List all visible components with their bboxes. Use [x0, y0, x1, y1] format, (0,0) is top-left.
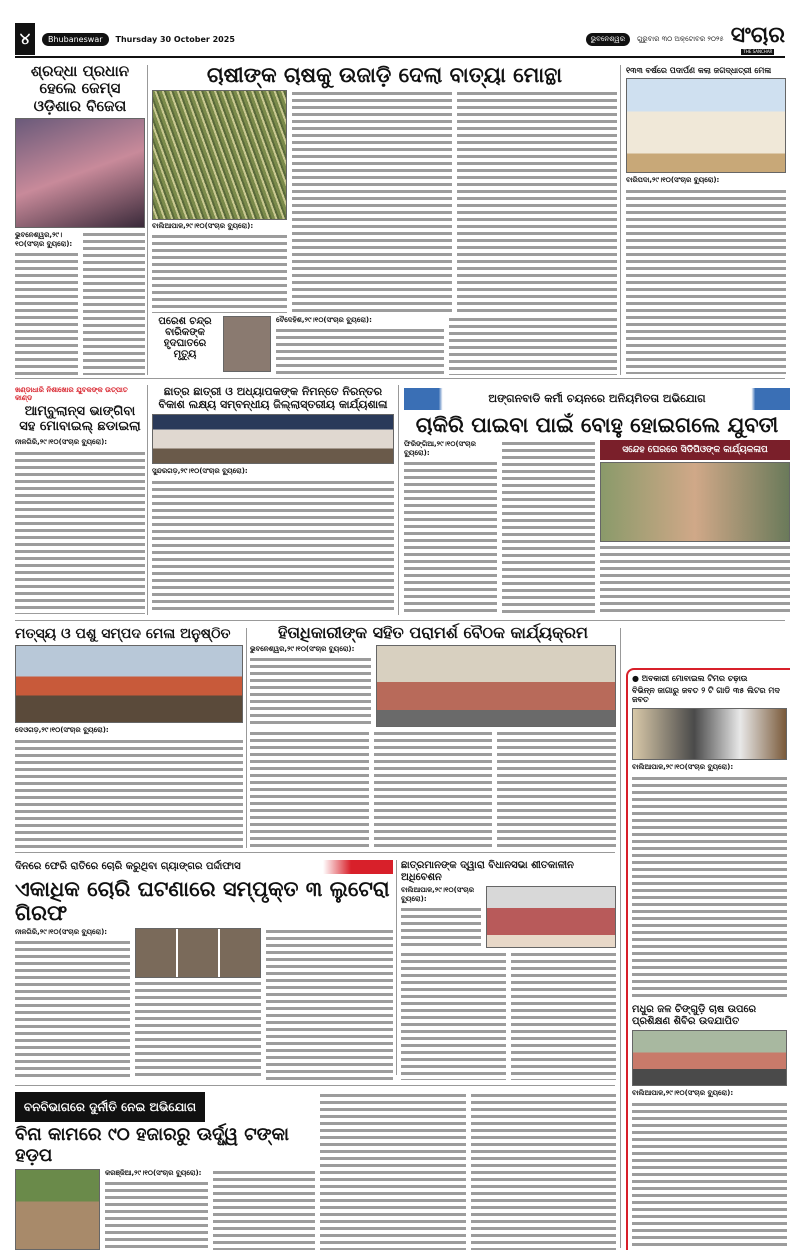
layout-group [502, 440, 595, 614]
layout-group [404, 440, 497, 614]
story-jagaddhatri [626, 66, 786, 374]
body-text [401, 951, 506, 1080]
body-text [497, 730, 616, 848]
photo-temple [626, 78, 786, 173]
headline: ପରେଶ ଚନ୍ଦ୍ର ବାରିକଙ୍କ ହୃଦଘାତରେ ମୃତ୍ୟୁ [158, 316, 212, 360]
subhead-box [600, 440, 790, 460]
photo-winners [15, 118, 145, 228]
photo-accused [135, 928, 261, 978]
layout-group [152, 90, 617, 313]
dateline: ସୁନ୍ଦରଗଡ଼,୨୯।୧୦(ସଂଚାର ବ୍ୟୁରୋ): [152, 467, 248, 476]
layout-group [152, 90, 287, 313]
dateline: ବାଲିଆପାଳ,୨୯।୧୦(ସଂଚାର ବ୍ୟୁରୋ): [152, 222, 254, 231]
layout-group [457, 90, 617, 313]
photo-training [632, 1030, 787, 1086]
layout-group [15, 231, 145, 375]
masthead [15, 22, 785, 58]
layout-group [401, 951, 506, 1080]
divider [15, 1085, 615, 1086]
body-text [250, 656, 371, 727]
story-prawn [632, 1004, 787, 1250]
headline: ମତ୍ସ୍ୟ ଓ ପଶୁ ସମ୍ପଦ ମେଳା ଅନୁଷ୍ଠିତ [15, 626, 231, 642]
story-anganwadi [404, 388, 790, 614]
edition-badge-or: ଭୁବନେଶ୍ୱର [586, 33, 630, 46]
layout-group [15, 231, 78, 375]
divider [15, 620, 785, 621]
headline: ଚାଷୀଙ୍କ ଚାଷକୁ ଉଜାଡ଼ି ଦେଲା ବାତ୍ୟା ମୋନ୍ଥା [206, 63, 563, 87]
photo-seized [632, 708, 787, 760]
edition-badge: Bhubaneswar [42, 33, 109, 46]
body-text [266, 928, 393, 1080]
body-text [404, 460, 497, 614]
body-text [632, 775, 787, 1000]
divider [15, 852, 615, 853]
headline: ବିଭିନ୍ନ ଜାଗାରୁ ଜବତ ୨ ଟି ଗାଡି ୩୫ ଲିଟର ମଦ ଜବତ [632, 686, 780, 705]
body-text [213, 1169, 316, 1250]
story-forest [15, 1092, 616, 1250]
dateline: ନୀଳଗିରି,୨୯।୧୦(ସଂଚାର ବ୍ୟୁରୋ): [15, 928, 108, 937]
kicker-banner [15, 1092, 205, 1122]
body-text [401, 906, 481, 948]
layout-group [15, 860, 393, 874]
layout-group [276, 316, 444, 375]
dateline: ନୀଳଗିରି,୨୯।୧୦(ସଂଚାର ବ୍ୟୁରୋ): [15, 437, 108, 446]
body-text [632, 1101, 787, 1250]
layout-group [152, 316, 617, 375]
dateline: ଭୁବନେଶ୍ୱର,୨୯।୧୦(ସଂଚାର ବ୍ୟୁରୋ): [250, 645, 355, 654]
layout-group [292, 90, 452, 313]
photo-fair [15, 645, 243, 723]
headline: ଛାତ୍ରମାନଙ୍କ ଦ୍ୱାରା ବିଧାନସଭା ଶୀତକାଳୀନ ଅଧିବେଶନ [401, 860, 574, 883]
body-text [135, 980, 261, 1080]
photo-portrait [223, 316, 271, 372]
layout-group [250, 730, 369, 848]
headline: ଏକାଧିକ ଚୋରି ଘଟଣାରେ ସମ୍ପୃକ୍ତ ୩ ଲୁଟେରା ଗିରଫ [15, 877, 390, 926]
layout-group [401, 886, 616, 948]
layout-group [600, 440, 790, 614]
headline: ମଧୁର ଜଳ ଚିଙ୍ଗୁଡ଼ି ଚାଷ ଉପରେ ପ୍ରଶିକ୍ଷଣ ଶିବିର ଉଦଯାପିତ [632, 1004, 757, 1027]
story-cyclone [152, 63, 617, 313]
headline: ୧୩୩ ବର୍ଷରେ ପଦାର୍ପଣ କଲା ଜଗଦ୍ଧାତ୍ରୀ ମେଳା [626, 66, 772, 75]
photo-forest [15, 1169, 100, 1250]
date-or: ଗୁରୁବାର ୩୦ ଅକ୍ଟୋବର ୨୦୨୫ [637, 34, 724, 43]
layout-group [374, 730, 493, 848]
layout-group [449, 316, 617, 375]
body-text [15, 450, 145, 614]
layout-group [15, 1169, 315, 1250]
layout-group [105, 1169, 208, 1250]
layout-group [213, 1169, 316, 1250]
body-text [600, 544, 790, 614]
body-text [15, 939, 130, 1080]
divider [246, 628, 247, 848]
logo: ସଂଚାର [730, 23, 785, 48]
body-text [152, 479, 394, 614]
body-text [250, 730, 369, 848]
story-robbers [15, 860, 393, 1080]
story-workshop [152, 386, 394, 614]
story-shraddha [15, 63, 145, 375]
body-text [471, 1092, 617, 1250]
layout-group [250, 645, 616, 727]
body-text [105, 1180, 208, 1250]
body-text [15, 251, 78, 375]
kicker-bar [323, 860, 393, 874]
divider [396, 860, 397, 1075]
dateline: ବାଲିଆପାଳ,୨୯।୧୦(ସଂଚାର ବ୍ୟୁରୋ): [632, 762, 734, 771]
body-text [457, 90, 617, 313]
divider [147, 65, 148, 375]
story-obituary [152, 316, 617, 375]
kicker: ● ଅବକାରୀ ମୋବାଇଲ ଟିମର ଚଢ଼ାଉ [632, 674, 748, 683]
layout-group [135, 928, 261, 1080]
layout-group [471, 1092, 617, 1250]
body-text [511, 951, 616, 1080]
headline: ଆମ୍ବୁଲାନ୍ସ ଭାଙ୍ଗିବା ସହ ମୋବାଇଲ୍ ଛଡାଇଲା [19, 404, 141, 435]
logo-sub: THE SANCHAR [743, 49, 773, 54]
headline: ବିନା କାମରେ ୯୦ ହଜାରରୁ ଊର୍ଦ୍ଧ୍ୱ ଟଙ୍କା ହଡ଼ପ [15, 1124, 290, 1166]
story-fish-fair [15, 626, 243, 848]
body-text [320, 1092, 466, 1250]
body-text [83, 231, 146, 375]
story-assembly [401, 860, 616, 1080]
subhead: ସନ୍ଦେହ ଘେରରେ ସିଡିପିଓଙ୍କ କାର୍ଯ୍ୟକଳାପ [622, 445, 768, 456]
body-text [374, 730, 493, 848]
photo-crops [152, 90, 287, 220]
dateline: କରଞ୍ଜିଆ,୨୯।୧୦(ସଂଚାର ବ୍ୟୁରୋ): [105, 1169, 202, 1178]
body-text [449, 316, 617, 375]
page-number: ୪ [15, 23, 35, 55]
body-text [15, 738, 243, 848]
kicker: ବନବିଭାଗରେ ଦୁର୍ନୀତି ନେଇ ଅଭିଯୋଗ [23, 1100, 197, 1114]
dateline: ବାଲିଆପାଳ,୨୯।୧୦(ସଂଚାର ବ୍ୟୁରୋ): [401, 886, 475, 903]
body-text [502, 440, 595, 614]
headline: ଛାତ୍ର ଛାତ୍ରୀ ଓ ଅଧ୍ୟାପକଙ୍କ ନିମନ୍ତେ ନିରନ୍ତର ବିକାଶ ଲକ୍ଷ୍ୟ ସମ୍ବନ୍ଧୀୟ ଜିଲ୍ଲାସ୍ତରୀୟ କାର୍ଯ୍ୟଶାଳା [158, 385, 388, 411]
body-text [276, 327, 444, 375]
layout-group [497, 730, 616, 848]
date-en: Thursday 30 October 2025 [115, 34, 235, 44]
layout-group [83, 231, 146, 375]
layout-group [404, 440, 790, 614]
photo-meeting [376, 645, 616, 727]
story-excise [632, 674, 787, 1000]
kicker: ଖଣ୍ଡାଧାରି ନିଶାଖୋର ଯୁବକଙ୍କ ଉତ୍ପାତ କାଣ୍ଡ [15, 386, 128, 403]
layout-group [250, 645, 371, 727]
layout-group [15, 928, 130, 1080]
logo-block [731, 23, 785, 55]
photo-woman [600, 462, 790, 542]
kicker: ଦିନରେ ଫେରି ରାତିରେ ଚୋରି କରୁଥିବା ଗ୍ୟାଙ୍ଗର ପର୍ଦ୍ଦାଫାସ [15, 861, 241, 873]
body-text [626, 188, 786, 374]
layout-group [401, 951, 616, 1080]
photo-workshop [152, 414, 394, 464]
layout-group [15, 1092, 315, 1250]
story-beneficiary [250, 624, 616, 848]
dateline: ବାରିପଦା,୨୯।୧୦(ସଂଚାର ବ୍ୟୁରୋ): [626, 176, 720, 185]
divider [398, 385, 399, 615]
layout-group [401, 886, 481, 948]
divider [620, 65, 621, 375]
layout-group [266, 928, 393, 1080]
layout-group [15, 1092, 616, 1250]
kicker-banner [404, 388, 790, 410]
divider [620, 628, 621, 1248]
divider [147, 385, 148, 615]
headline: ଚାକିରି ପାଇବା ପାଇଁ ବୋହୁ ହୋଇଗଲେ ଯୁବତୀ [415, 413, 779, 437]
divider [15, 378, 785, 379]
story-ambulance [15, 386, 145, 614]
photo-students [486, 886, 616, 948]
headline: ଶ୍ରଦ୍ଧା ପ୍ରଧାନ ହେଲେ ଜେମ୍ସ ଓଡ଼ିଶାର ବିଜେତା [30, 62, 130, 115]
dateline: ବାଲିଆପାଳ,୨୯।୧୦(ସଂଚାର ବ୍ୟୁରୋ): [632, 1089, 734, 1097]
layout-group [250, 730, 616, 848]
layout-group [15, 928, 393, 1080]
dateline: ବୈଦେହିଶ,୨୯।୧୦(ସଂଚାର ବ୍ୟୁରୋ): [276, 316, 372, 324]
layout-group [320, 1092, 466, 1250]
dateline: ଭୁବନେଶ୍ୱର,୨୯।୧୦(ସଂଚାର ବ୍ୟୁରୋ): [15, 230, 73, 248]
body-text [152, 233, 287, 313]
kicker: ଅଙ୍ଗନବାଡି କର୍ମୀ ଚୟନରେ ଅନିୟମିତତା ଅଭିଯୋଗ [488, 392, 706, 405]
layout-group [511, 951, 616, 1080]
dateline: ଫିରିଙ୍ଗିଆ,୨୯।୧୦(ସଂଚାର ବ୍ୟୁରୋ): [404, 440, 476, 458]
dateline: ଦେଓଗଡ଼,୨୯।୧୦(ସଂଚାର ବ୍ୟୁରୋ): [15, 726, 109, 735]
body-text [292, 90, 452, 313]
headline: ହିତାଧିକାରୀଙ୍କ ସହିତ ପରାମର୍ଶ ବୈଠକ କାର୍ଯ୍ୟକ୍ରମ [278, 623, 588, 642]
